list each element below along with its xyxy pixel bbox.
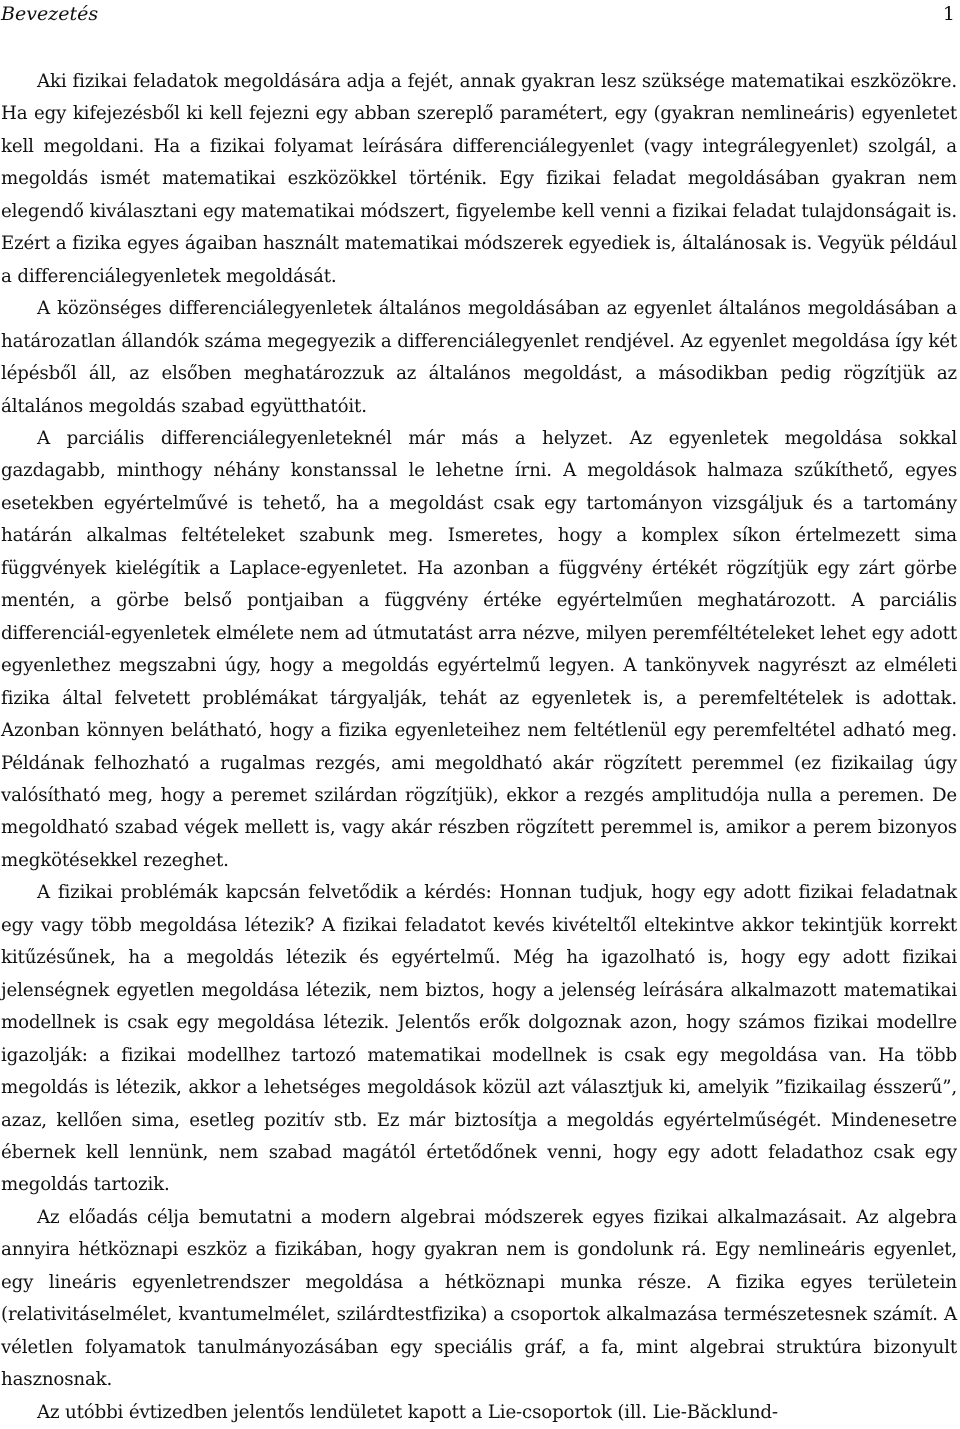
chapter-title: Bevezetés	[1, 3, 99, 25]
paragraph-5: Az előadás célja bemutatni a modern algebrai módszerek egyes fizikai alkalmazásait. Az algebra annyira hétköznapi eszköz a fizikában, hogy gyakran nem is gondolunk rá. Egy nemlineáris egyenlet, egy lineáris egyenletrendszer megoldása a hétköznapi munka része. A fizika egyes területein (relativitáselmélet, kvantumelmélet, szilárdtestfizika) a csoportok alkalmazása természetesnek számít. A véletlen folyamatok tanulmányozásában egy speciális gráf, a fa, mint algebrai struktúra bizonyult hasznosnak.	[1, 1206, 957, 1391]
paragraph-2: A közönséges differenciálegyenletek általános megoldásában az egyenlet általános megoldásában a határozatlan állandók száma megegyezik a differenciálegyenlet rendjével. Az egyenlet megoldása így két lépésből áll, az elsőben meghatározzuk az általános megoldást, a másodikban pedig rögzítjük az általános megoldás szabad együtthatóit.	[1, 298, 957, 417]
paragraph-4: A fizikai problémák kapcsán felvetődik a kérdés: Honnan tudjuk, hogy egy adott fizikai feladatnak egy vagy több megoldása létezik? A fizikai feladatot kevés kivételtől eltekintve akkor tekintjük korrekt kitűzésűnek, ha a megoldás létezik és egyértelmű. Még ha igazolható is, hogy egy adott fizikai jelenségnek egyetlen megoldása létezik, nem biztos, hogy a jelenség leírására alkalmazott matematikai modellnek is csak egy megoldása létezik. Jelentős erők dolgoznak azon, hogy számos fizikai modellre igazolják: a fizikai modellhez tartozó matematikai modellnek is csak egy megoldása van. Ha több megoldás is létezik, akkor a lehetséges megoldások közül azt választjuk ki, amelyik ”fizikailag ésszerű”, azaz, kellően sima, esetleg pozitív stb. Ez már biztosítja a megoldás egyértelműségét. Mindenesetre ébernek kell lennünk, nem szabad magától értetődőnek venni, hogy egy adott feladathoz csak egy megoldás tartozik.	[1, 882, 957, 1196]
body-text	[1, 66, 957, 1429]
running-header	[1, 0, 957, 30]
page-number: 1	[942, 3, 955, 25]
paragraph-3: A parciális differenciálegyenleteknél már más a helyzet. Az egyenletek megoldása sokkal gazdagabb, minthogy néhány konstanssal le lehetne írni. A megoldások halmaza szűkíthető, egyes esetekben egyértelművé is tehető, ha a megoldást csak egy tartományon vizsgáljuk és a tartomány határán alkalmas feltételeket szabunk meg. Ismeretes, hogy a komplex síkon értelmezett sima függvények kielégítik a Laplace-egyenletet. Ha azonban a függvény értékét rögzítjük egy zárt görbe mentén, a görbe belső pontjaiban a függvény értéke egyértelműen meghatározott. A parciális differenciál-egyenletek elmélete nem ad útmutatást arra nézve, milyen peremféltételeket lehet egy adott egyenlethez megszabni úgy, hogy a megoldás egyértelmű legyen. A tankönyvek nagyrészt az elméleti fizika által felvetett problémákat tárgyalják, tehát az egyenletek is, a peremfeltételek is adottak. Azonban könnyen belátható, hogy a fizika egyenleteihez nem feltétlenül egy peremfeltétel adható meg. Példának felhozható a rugalmas rezgés, ami megoldható akár rögzített peremmel (ez fizikailag úgy valósítható meg, hogy a peremet szilárdan rögzítjük), ekkor a rezgés amplitudója nulla a peremen. De megoldható szabad végek mellett is, vagy akár részben rögzített peremmel is, amikor a perem bizonyos megkötésekkel rezeghet.	[1, 427, 957, 871]
paragraph-1: Aki fizikai feladatok megoldására adja a fejét, annak gyakran lesz szüksége matematikai eszközökre. Ha egy kifejezésből ki kell fejezni egy abban szereplő paramétert, egy (gyakran nemlineáris) egyenletet kell megoldani. Ha a fizikai folyamat leírására differenciálegyenlet (vagy integrálegyenlet) szolgál, a megoldás ismét matematikai eszközökkel történik. Egy fizikai feladat megoldásában gyakran nem elegendő kiválasztani egy matematikai módszert, figyelembe kell venni a fizikai feladat tulajdonságait is. Ezért a fizika egyes ágaiban használt matematikai módszerek egyediek is, általánosak is. Vegyük például a differenciálegyenletek megoldását.	[1, 71, 957, 287]
paragraph-6: Az utóbbi évtizedben jelentős lendületet kapott a Lie-csoportok (ill. Lie-Bӑcklund-	[37, 1401, 778, 1423]
